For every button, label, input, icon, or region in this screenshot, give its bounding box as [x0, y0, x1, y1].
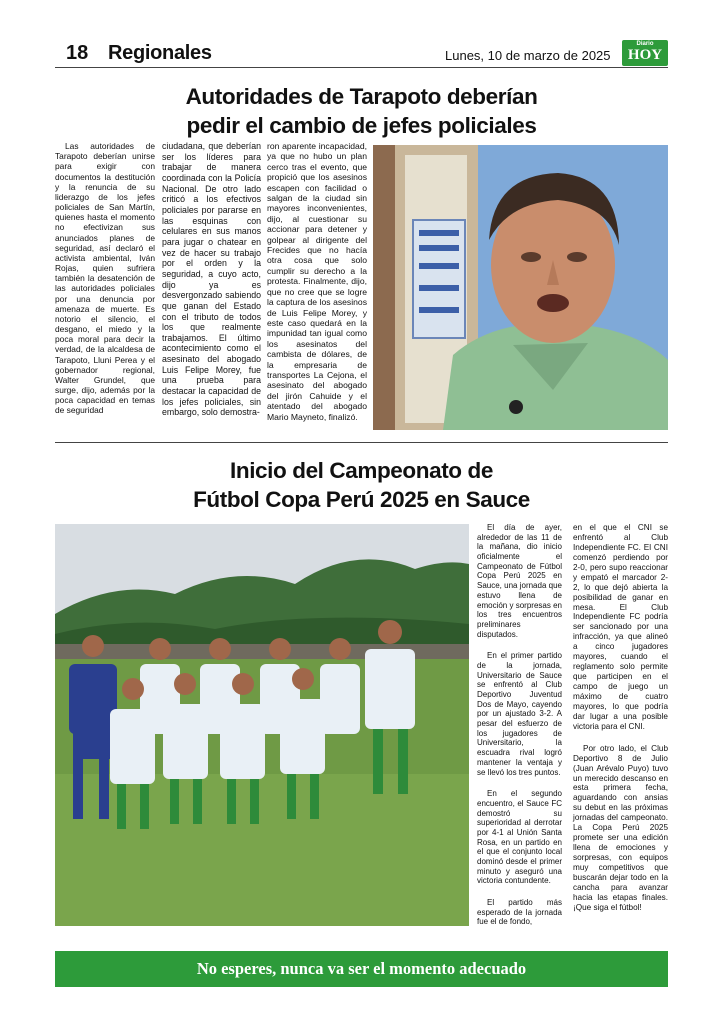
article1-paragraph: ciudadana, que deberían ser los líderes para trabajar de manera coordinada con la Policía Nacional. De otro lado criticó a los efectivos policiales por pararse en las esquinas con celulares en sus manos para jugar o chatear en vez de hacer su trabajo por el orden y la seguridad, a cuyo acto, dijo ya es desvergonzado sabiendo que ganan del Estado con el tributo de todos los que realmente trabajamos. El último acontecimiento como el asesinato del abogado Luis Felipe Morey, fue una prueba para destacar la capacidad de los jefes policiales, sin embargo, solo demostra- — [162, 141, 261, 418]
article2-headline-line1: Inicio del Campeonato de — [230, 458, 493, 483]
article-separator-rule — [55, 442, 668, 443]
article1-headline — [55, 82, 668, 140]
article2-paragraph: En el primer partido de la jornada, Universitario de Sauce se enfrentó al Club Deportivo Juventud Dos de Mayo, cayendo por un ajustado 3-2. A pesar del esfuerzo de los jugadores de Universitario, la escuadra rival logró mantener la ventaja y se llevó los tres puntos. — [477, 651, 562, 777]
article2-column-1 — [477, 523, 562, 927]
logo-main-text: HOY — [627, 47, 663, 63]
football-team-illustration — [55, 524, 469, 926]
article1-headline-line1: Autoridades de Tarapoto deberían — [185, 84, 538, 109]
article2-headline — [55, 456, 668, 514]
activist-portrait-photo — [373, 145, 668, 430]
article1-paragraph: Las autoridades de Tarapoto deberían unirse para exigir con documentos la destitución y la renuncia de su liderazgo de los jefes policiales de San Martín, quienes hasta el momento no efectivizan sus anunciados planes de seguridad, así declaró el activista ambiental, Iván Rojas, quien sufriera también la desatención de las autoridades policiales por una denuncia por amenaza de muerte. Es notorio el silencio, el desgano, el miedo y la poca moral para decir la verdad, de la alcaldesa de Tarapoto, Lluni Perea y el gobernador regional, Walter Grundel, que surge, dijo, además por la poca capacidad en temas de seguridad — [55, 141, 155, 416]
football-team-photo — [55, 524, 469, 926]
article2-column-2 — [573, 523, 668, 913]
logo-top-text: Diario — [636, 41, 654, 47]
article1-paragraph: ron aparente incapacidad, ya que no hubo un plan cerco tras el evento, que propició que los asesinos escapen con facilidad o salgan de la ciudad sin mayores inconvenientes, dijo, al cuestionar su accionar para detener y golpear al dirigente del Frecides que no hacía otra cosa que solo cumplir su derecho a la protesta. Finalmente, dijo, que no cree que se logre la captura de los asesinos de Luis Felipe Morey, y este caso quedará en la impunidad tan igual como los asesinatos del cambista de dólares, de la empresaria de transportes La Cejona, el asesinato del abogado del jirón Cahuide y el atentado del abogado Mario Mayneto, finalizó. — [267, 141, 367, 422]
article1-headline-line2: pedir el cambio de jefes policiales — [186, 113, 537, 138]
article2-paragraph: en el que el CNI se enfrentó al Club Independiente FC. El CNI comenzó perdiendo por 2-0, pero supo reaccionar y empató el marcador 2-2, lo que dejó abierta la posibilidad de ganar en mesa. El Club Independiente FC podría ser sancionado por una infracción, ya que alineó a cinco jugadores mayores, cuando el reglamento solo permite que participen en el campo de juego un máximo de cuatro mayores, lo que podría dar lugar a una posible victoria para el CNI. — [573, 523, 668, 731]
issue-date: Lunes, 10 de marzo de 2025 — [445, 48, 611, 63]
newspaper-logo — [622, 40, 668, 66]
article2-paragraph: El día de ayer, alrededor de las 11 de la mañana, dio inicio oficialmente el Campeonato de Fútbol Copa Perú 2025 en Sauce, una jornada que estuvo llena de emoción y sorpresas en los tres encuentros preliminares disputados. — [477, 523, 562, 639]
section-title: Regionales — [108, 42, 212, 64]
article1-column-3 — [267, 141, 367, 422]
article2-headline-line2: Fútbol Copa Perú 2025 en Sauce — [193, 487, 530, 512]
article2-paragraph: Por otro lado, el Club Deportivo 8 de Julio (Juan Arévalo Puyo) tuvo un merecido descanso en esta primera fecha, aguardando con ansias su debut en las próximas jornadas del campeonato. La Copa Perú 2025 promete ser una edición llena de emociones y sorpresas, con equipos muy competitivos que buscarán dejar todo en la cancha para avanzar hacia las etapas finales. ¡Que siga el fútbol! — [573, 743, 668, 912]
article1-column-2 — [162, 141, 261, 418]
article2-paragraph: El partido más esperado de la jornada fue el de fondo, — [477, 898, 562, 927]
activist-portrait-illustration — [373, 145, 668, 430]
article1-column-1 — [55, 141, 155, 416]
header-rule — [55, 67, 668, 68]
slogan-text: No esperes, nunca va ser el momento adecuado — [196, 959, 527, 978]
page-number: 18 — [66, 42, 89, 64]
article2-paragraph: En el segundo encuentro, el Sauce FC demostró su superioridad al derrotar por 4-1 al Unión Santa Rosa, en un partido en el que el conjunto local dominó desde el primer minuto y aseguró una victoria contundente. — [477, 789, 562, 886]
